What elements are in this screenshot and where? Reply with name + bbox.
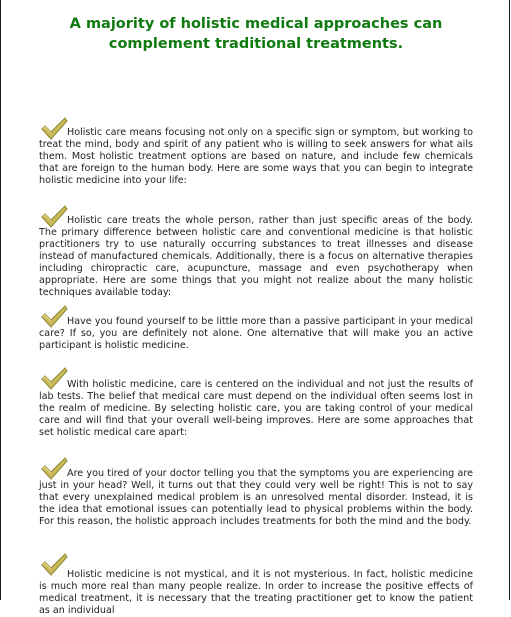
paragraph-3: Have you found yourself to be little more than a passive participant in your medical care? If so, you are definitely not alone. One alternative that will make you an active participant is holistic medicine. bbox=[39, 316, 473, 351]
paragraph-2: Holistic care treats the whole person, rather than just specific areas of the body. The primary difference between holistic care and conventional medicine is that holistic practitioners try to use naturally occurring substances to treat illnesses and disease instead of manufactured chemicals. Additionally, there is a focus on alternative therapies including chiropractic care, acupuncture, massage and even psychotherapy when appropriate. Here are some things that you might not realize about the many holistic techniques available today: bbox=[39, 215, 473, 298]
page-title: A majority of holistic medical approaches can complement traditional treatments. bbox=[69, 16, 443, 52]
paragraph-4: With holistic medicine, care is centered on the individual and not just the results of lab tests. The belief that medical care must depend on the individual often seems lost in the realm of medicine. By selecting holistic care, you are taking control of your medical care and will find that your overall well-being improves. Here are some approaches that set holistic medical care apart: bbox=[39, 379, 473, 438]
paragraph-6: Holistic medicine is not mystical, and it is not mysterious. In fact, holistic medicine is much more real than many people realize. In order to increase the positive effects of medical treatment, it is necessary that the treating practitioner get to know the patient as an individual bbox=[39, 569, 473, 616]
paragraph-5: Are you tired of your doctor telling you that the symptoms you are experiencing are just in your head? Well, it turns out that they could very well be right! This is not to say that every unexplained medical problem is an unresolved mental disorder. Instead, it is the idea that emotional issues can potentially lead to physical problems within the body. For this reason, the holistic approach includes treatments for both the mind and the body. bbox=[39, 468, 473, 527]
paragraph-1: Holistic care means focusing not only on a specific sign or symptom, but working to treat the mind, body and spirit of any patient who is willing to seek answers for what ails them. Most holistic treatment options are based on nature, and include few chemicals that are foreign to the human body. Here are some ways that you can begin to integrate holistic medicine into your life: bbox=[39, 127, 473, 186]
